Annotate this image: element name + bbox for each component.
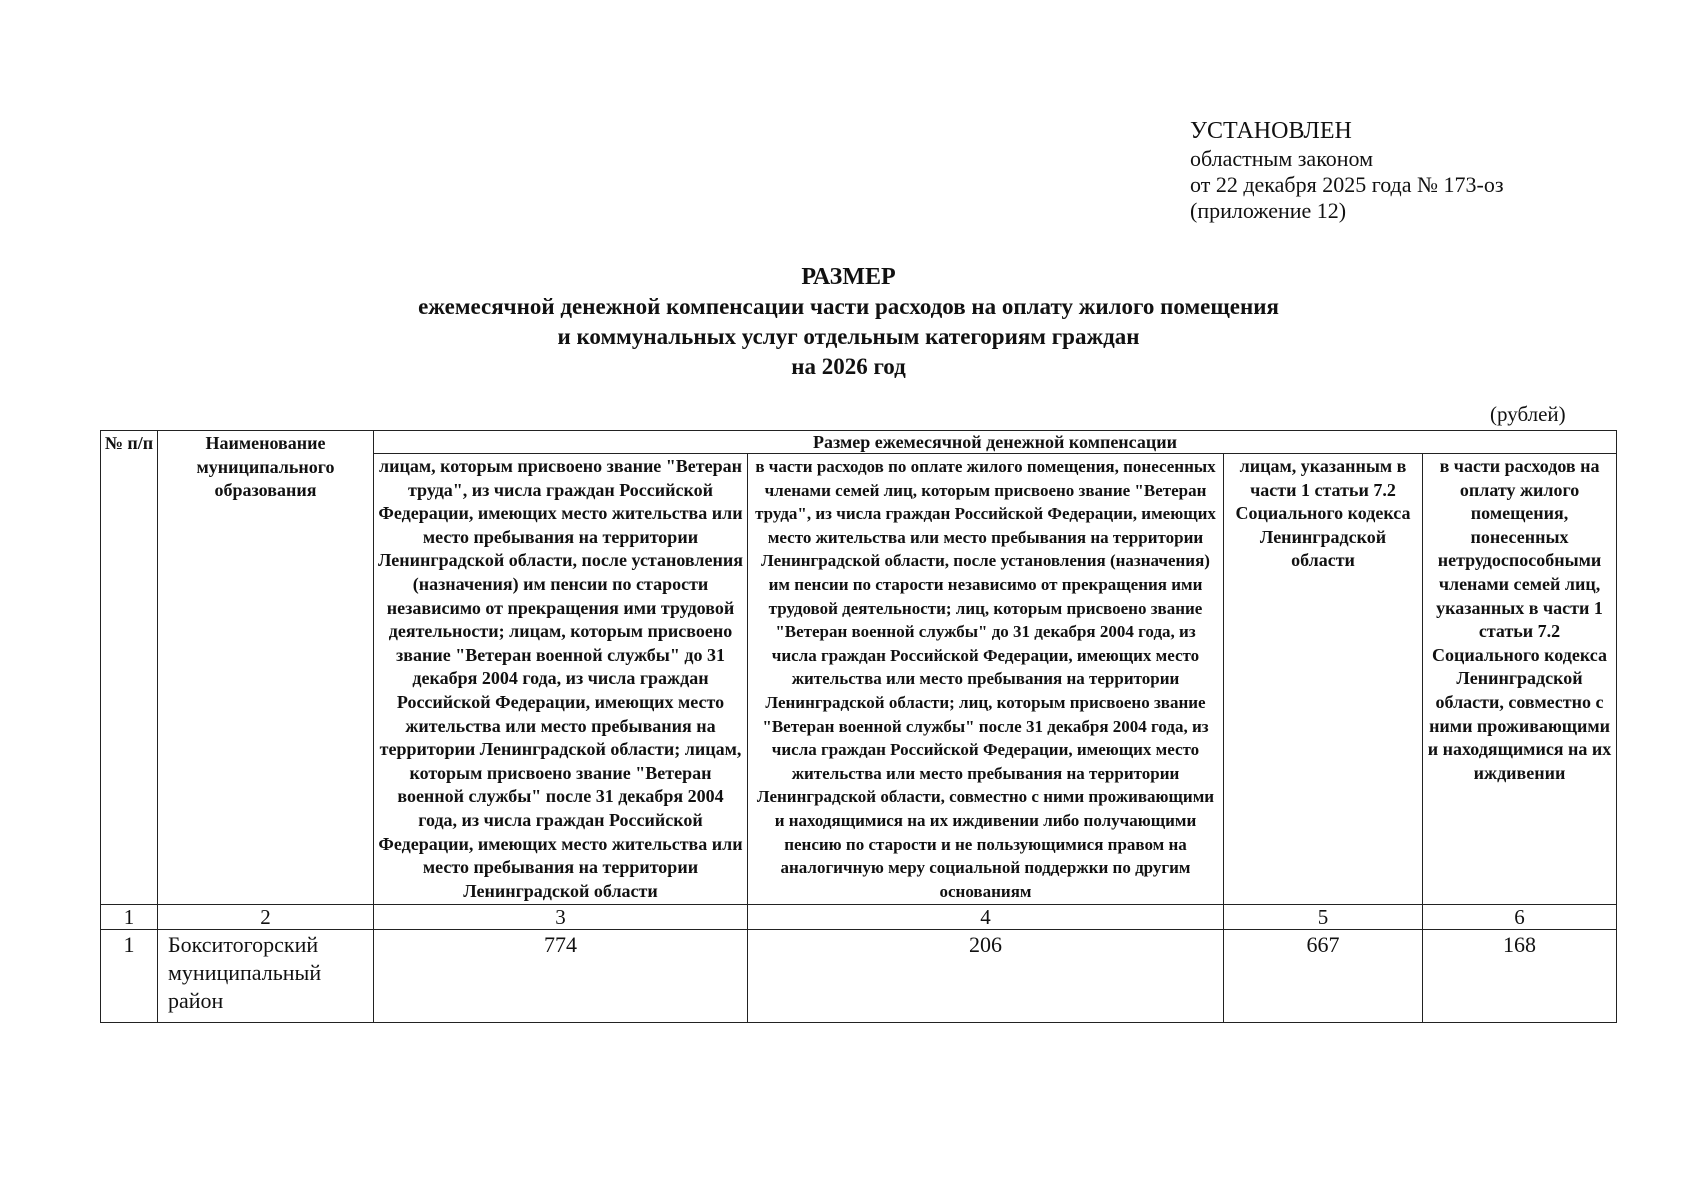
header-col-3: лицам, которым присвоено звание "Ветеран труда", из числа граждан Российской Федерации, имеющих место жительства или место пребывания на территории Ленинградской области, после установления (назначения) им пенсии по старости независимо от прекращения ими трудовой деятельности; лицам, которым присвоено звание "Ветеран военной службы" до 31 декабря 2004 года, из числа граждан Российской Федерации, имеющих место жительства или место пребывания на территории Ленинградской области; лицам, которым присвоено звание "Ветеран военной службы" после 31 декабря 2004 года, из числа граждан Российской Федерации, имеющих место жительства или место пребывания на территории Ленинградской области <box>374 454 748 905</box>
table-index-row <box>101 905 1617 930</box>
index-cell: 4 <box>748 905 1224 930</box>
index-cell: 2 <box>158 905 374 930</box>
approval-line-3: от 22 декабря 2025 года № 173-оз <box>1190 172 1504 197</box>
table-header-row-1 <box>101 431 1617 454</box>
approval-line-4: (приложение 12) <box>1190 198 1347 223</box>
header-no: № п/п <box>101 431 158 905</box>
row-number: 1 <box>101 930 158 1023</box>
header-col-5: лицам, указанным в части 1 статьи 7.2 Социального кодекса Ленинградской области <box>1224 454 1423 905</box>
document-title <box>0 262 1697 382</box>
approval-line-2: областным законом <box>1190 146 1374 171</box>
header-col-4: в части расходов по оплате жилого помещения, понесенных членами семей лиц, которым присвоено звание "Ветеран труда", из числа граждан Российской Федерации, имеющих место жительства или место пребывания на территории Ленинградской области, после установления (назначения) им пенсии по старости независимо от прекращения ими трудовой деятельности; лиц, которым присвоено звание "Ветеран военной службы" до 31 декабря 2004 года, из числа граждан Российской Федерации, имеющих место жительства или место пребывания на территории Ленинградской области; лиц, которым присвоено звание "Ветеран военной службы" после 31 декабря 2004 года, из числа граждан Российской Федерации, имеющих место жительства или место пребывания на территории Ленинградской области, совместно с ними проживающими и находящимися на их иждивении либо получающими пенсию по старости и не пользующимися правом на аналогичную меру социальной поддержки по другим основаниям <box>748 454 1224 905</box>
title-line-1: ежемесячной денежной компенсации части расходов на оплату жилого помещения <box>418 294 1279 319</box>
index-cell: 1 <box>101 905 158 930</box>
table-row <box>101 930 1617 1023</box>
title-main: РАЗМЕР <box>801 264 896 290</box>
compensation-table <box>100 430 1617 1023</box>
header-col-6: в части расходов на оплату жилого помещения, понесенных нетрудоспособными членами семей лиц, указанных в части 1 статьи 7.2 Социального кодекса Ленинградской области, совместно с ними проживающими и находящимися на их иждивении <box>1423 454 1617 905</box>
index-cell: 6 <box>1423 905 1617 930</box>
row-municipality-name: Бокситогорский муниципальный район <box>158 930 374 1023</box>
approval-line-1: УСТАНОВЛЕН <box>1190 118 1352 144</box>
title-line-3: на 2026 год <box>791 354 906 379</box>
approval-stamp <box>1190 116 1504 224</box>
row-value-col-4: 206 <box>748 930 1224 1023</box>
index-cell: 3 <box>374 905 748 930</box>
title-line-2: и коммунальных услуг отдельным категориям граждан <box>557 324 1140 349</box>
row-value-col-3: 774 <box>374 930 748 1023</box>
row-value-col-6: 168 <box>1423 930 1617 1023</box>
row-value-col-5: 667 <box>1224 930 1423 1023</box>
header-name: Наименование муниципального образования <box>158 431 374 905</box>
index-cell: 5 <box>1224 905 1423 930</box>
unit-note: (рублей) <box>1490 402 1566 426</box>
header-group: Размер ежемесячной денежной компенсации <box>374 431 1617 454</box>
